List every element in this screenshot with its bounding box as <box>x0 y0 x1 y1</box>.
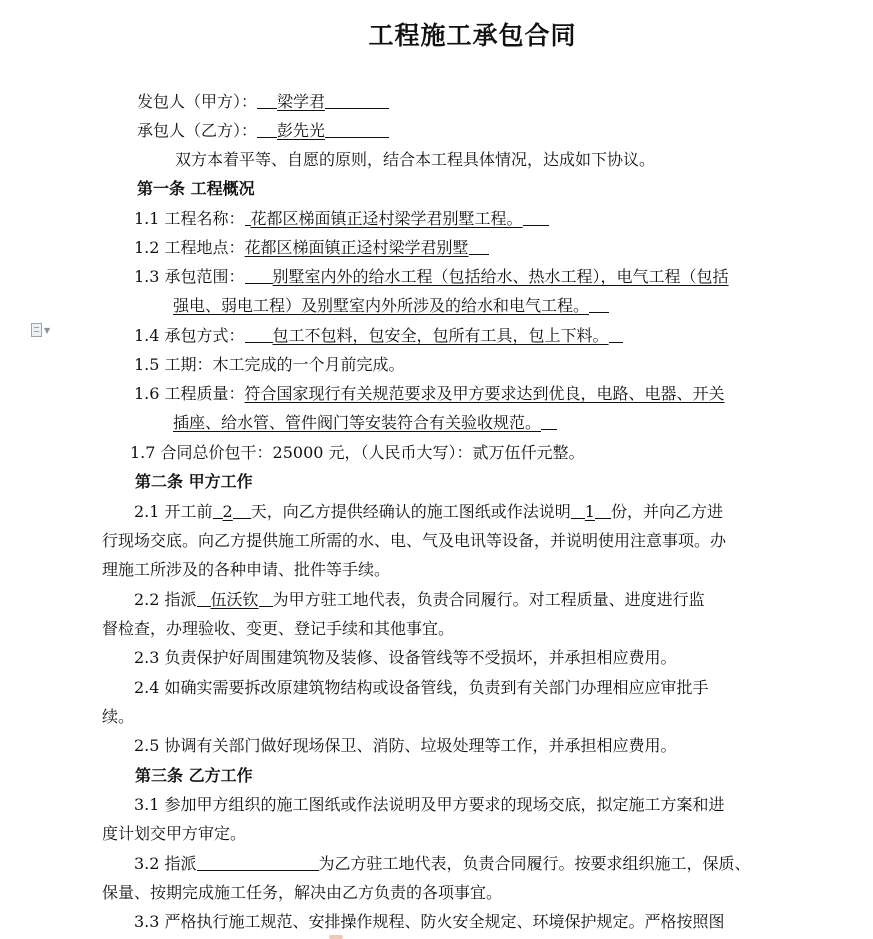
underline-blank <box>595 502 611 519</box>
underline-blank <box>233 502 251 519</box>
intro-text: 双方本着平等、自愿的原则，结合本工程具体情况，达成如下协议。 <box>175 150 656 169</box>
clause-3-2-l2: 保量、按期完成施工任务，解决由乙方负责的各项事宜。 <box>102 883 503 902</box>
contract-method: 包工不包料，包安全，包所有工具，包上下料。 <box>272 326 609 345</box>
clause-text: 份，并向乙方进 <box>610 502 723 521</box>
paragraph-options-icon[interactable] <box>31 322 55 338</box>
underline-blank <box>245 326 273 343</box>
clause-2-1-l3: 理施工所涉及的各种申请、批件等手续。 <box>102 560 391 579</box>
article-1-heading: 第一条 工程概况 <box>137 179 255 198</box>
party-a-line <box>137 92 389 112</box>
underline-blank <box>571 502 585 519</box>
scope-line-2: 强电、弱电工程）及别墅室内外所涉及的给水和电气工程。 <box>173 296 590 315</box>
clause-2-2-l2: 督检查，办理验收、变更、登记手续和其他事宜。 <box>102 619 455 638</box>
clause-1-5: 1.5 工期：木工完成的一个月前完成。 <box>134 355 405 374</box>
cursor-mark <box>329 935 343 939</box>
days-before-start: 2 <box>222 502 233 521</box>
quality-line-2: 插座、给水管、管件阀门等安装符合有关验收规范。 <box>173 413 542 432</box>
clause-3-2 <box>134 854 751 874</box>
project-name: 花都区梯面镇正迳村梁学君别墅工程。 <box>250 209 523 228</box>
clause-2-1 <box>134 502 723 522</box>
clause-2-1-l2: 行现场交底。向乙方提供施工所需的水、电、气及电讯等设备，并说明使用注意事项。办 <box>102 531 727 550</box>
clause-1-3 <box>134 267 729 287</box>
clause-3-1-l2: 度计划交甲方审定。 <box>102 824 247 843</box>
clause-2-2 <box>134 590 705 610</box>
underline-blank <box>609 326 623 343</box>
drawing-copies: 1 <box>584 502 595 521</box>
article-3-heading: 第三条 乙方工作 <box>135 766 253 785</box>
underline-blank <box>257 92 277 109</box>
clause-1-2 <box>134 238 489 258</box>
clause-1-1 <box>134 209 549 229</box>
underline-blank <box>469 238 489 255</box>
underline-blank <box>213 502 223 519</box>
article-2-heading: 第二条 甲方工作 <box>135 472 253 491</box>
party-a-name: 梁学君 <box>277 92 326 111</box>
document-title: 工程施工承包合同 <box>368 21 577 50</box>
representative-blank <box>197 854 319 871</box>
scope-line-1: 别墅室内外的给水工程（包括给水、热水工程），电气工程（包括 <box>272 267 729 286</box>
clause-3-1: 3.1 参加甲方组织的施工图纸或作法说明及甲方要求的现场交底，拟定施工方案和进 <box>134 795 725 814</box>
clause-text: 3.2 指派 <box>134 854 197 873</box>
clause-label: 1.4 承包方式： <box>134 326 245 345</box>
clause-3-3: 3.3 严格执行施工规范、安排操作规程、防火安全规定、环境保护规定。严格按照图 <box>134 912 725 931</box>
clause-1-4 <box>134 326 623 346</box>
underline-blank <box>197 590 211 607</box>
clause-1-6-cont <box>173 413 557 433</box>
underline-blank <box>245 267 273 284</box>
party-b-label: 承包人（乙方）： <box>137 121 258 140</box>
clause-text: 为乙方驻工地代表，负责合同履行。按要求组织施工，保质、 <box>318 854 751 873</box>
clause-label: 1.2 工程地点： <box>134 238 245 257</box>
clause-label: 1.3 承包范围： <box>134 267 245 286</box>
clause-2-4-l2: 续。 <box>102 707 135 726</box>
underline-blank <box>589 296 609 313</box>
clause-label: 1.1 工程名称： <box>134 209 245 228</box>
party-b-line <box>137 121 389 141</box>
underline-blank <box>325 121 389 138</box>
clause-text: 为甲方驻工地代表，负责合同履行。对工程质量、进度进行监 <box>272 590 705 609</box>
clause-1-6 <box>134 384 725 404</box>
clause-text: 2.2 指派 <box>134 590 197 609</box>
underline-blank <box>259 590 273 607</box>
clause-2-4: 2.4 如确实需要拆改原建筑物结构或设备管线，负责到有关部门办理相应应审批手 <box>134 678 709 697</box>
underline-blank <box>541 413 557 430</box>
project-location: 花都区梯面镇正迳村梁学君别墅 <box>244 238 469 257</box>
chevron-down-icon: ▼ <box>44 325 51 335</box>
quality-line-1: 符合国家现行有关规范要求及甲方要求达到优良，电路、电器、开关 <box>244 384 725 403</box>
underline-blank <box>257 121 277 138</box>
document-icon <box>31 323 42 337</box>
underline-blank <box>523 209 549 226</box>
clause-2-3: 2.3 负责保护好周围建筑物及装修、设备管线等不受损坏，并承担相应费用。 <box>134 648 677 667</box>
party-b-name: 彭先光 <box>277 121 326 140</box>
clause-label: 1.6 工程质量： <box>134 384 245 403</box>
party-a-label: 发包人（甲方）： <box>137 92 258 111</box>
underline-blank <box>325 92 389 109</box>
clause-text: 天，向乙方提供经确认的施工图纸或作法说明 <box>250 502 571 521</box>
clause-1-7: 1.7 合同总价包干：25000 元，（人民币大写）：贰万伍仟元整。 <box>130 443 585 462</box>
clause-text: 2.1 开工前 <box>134 502 213 521</box>
party-a-representative: 伍沃钦 <box>210 590 259 609</box>
clause-1-3-cont <box>173 296 609 316</box>
clause-2-5: 2.5 协调有关部门做好现场保卫、消防、垃圾处理等工作，并承担相应费用。 <box>134 736 677 755</box>
